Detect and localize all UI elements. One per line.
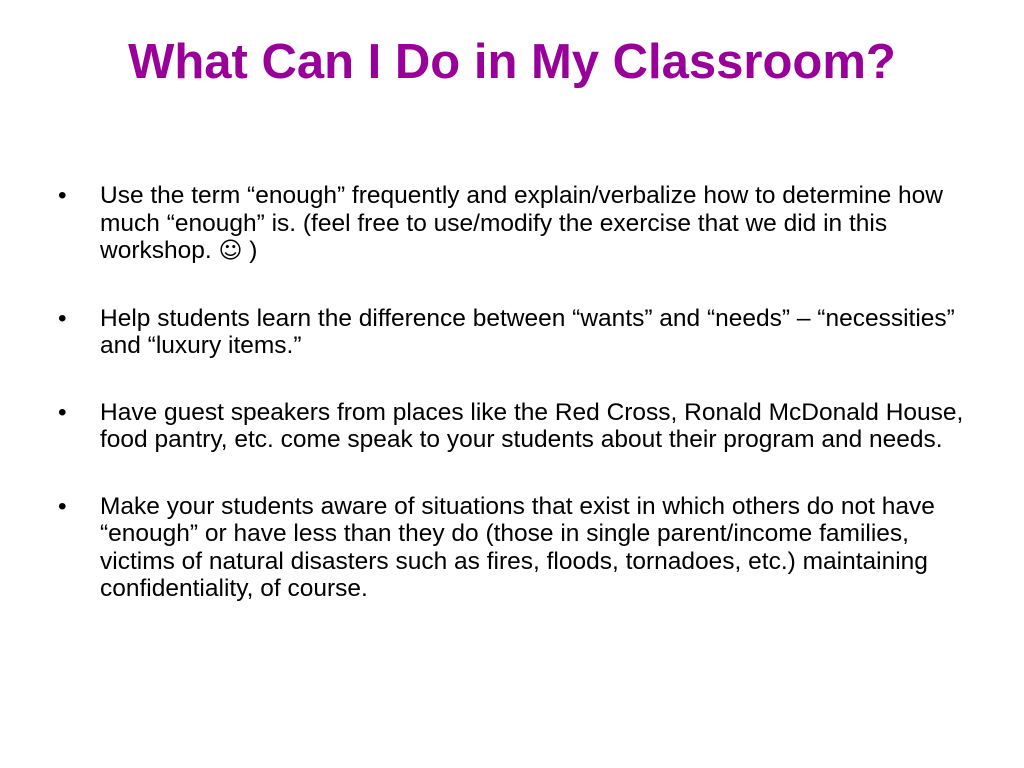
bullet-item — [56, 182, 976, 266]
bullet-marker: • — [58, 304, 67, 332]
slide-title: What Can I Do in My Classroom? — [128, 35, 896, 89]
bullet-text: Have guest speakers from places like the Red Cross, Ronald McDonald House, food pantry, etc. come speak to your students about their program and needs. — [100, 398, 964, 453]
bullet-marker: • — [58, 492, 67, 520]
bullet-marker: • — [58, 398, 67, 426]
bullet-text-end: ) — [242, 237, 258, 264]
bullet-text: Help students learn the difference between “wants” and “needs” – “necessities” and “luxury items.” — [100, 304, 955, 359]
bullet-list — [56, 182, 976, 603]
bullet-item — [56, 305, 976, 360]
bullet-item — [56, 493, 976, 603]
bullet-text: Use the term “enough” frequently and explain/verbalize how to determine how much “enough” is. (feel free to use/modify the exercise that we did in this workshop. — [100, 182, 944, 264]
smiley-face-icon: ☺ — [218, 238, 243, 264]
bullet-marker: • — [58, 182, 67, 209]
bullet-text: Make your students aware of situations that exist in which others do not have “enough” or have less than they do (those in single parent/income families, victims of natural disasters such as fires, floods, tornadoes, etc.) maintaining confidentiality, of course. — [100, 492, 935, 602]
bullet-item — [56, 399, 976, 454]
